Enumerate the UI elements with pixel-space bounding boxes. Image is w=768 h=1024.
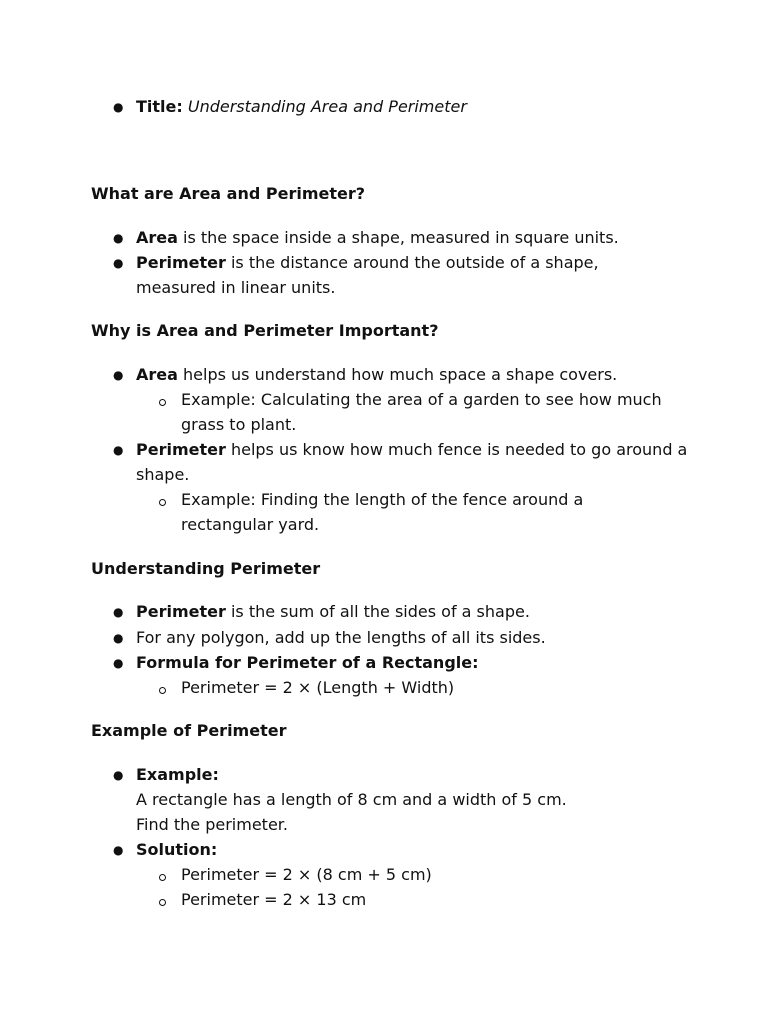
title-label: Title: — [136, 97, 183, 116]
list-item: Perimeter helps us know how much fence is needed to go around a — [136, 440, 688, 459]
list-item — [136, 765, 219, 785]
formula-text: Perimeter = 2 × (Length + Width) — [181, 678, 455, 697]
term-perimeter: Perimeter — [136, 440, 226, 459]
list-item: For any polygon, add up the lengths of all its sides. — [136, 628, 546, 647]
list-item — [136, 653, 479, 673]
bullet-icon: ● — [113, 605, 124, 619]
term-area: Area — [136, 365, 178, 384]
list-item: Perimeter is the distance around the outside of a shape, — [136, 253, 599, 272]
list-item: Perimeter is the sum of all the sides of a shape. — [136, 602, 530, 621]
heading-understanding: Understanding Perimeter — [91, 559, 321, 578]
heading-what: What are Area and Perimeter? — [91, 184, 366, 203]
solution-label: Solution: — [136, 840, 218, 859]
example-label: Example: — [136, 765, 219, 784]
sub-list-item-continuation: rectangular yard. — [181, 515, 320, 534]
list-item: Area is the space inside a shape, measured in square units. — [136, 228, 619, 247]
list-item — [136, 840, 217, 860]
list-item-continuation: shape. — [136, 465, 190, 484]
sub-list-item-continuation: grass to plant. — [181, 415, 297, 434]
bullet-icon: ● — [113, 843, 124, 857]
sub-bullet-icon — [159, 499, 166, 506]
heading-why: Why is Area and Perimeter Important? — [91, 321, 439, 340]
example-text: A rectangle has a length of 8 cm and a width of 5 cm. — [136, 790, 567, 809]
list-item-continuation: measured in linear units. — [136, 278, 336, 297]
title-value: Understanding Area and Perimeter — [187, 97, 467, 116]
title-item — [136, 97, 467, 117]
bullet-icon: ● — [113, 100, 124, 114]
bullet-icon: ● — [113, 768, 124, 782]
list-item: Area helps us understand how much space a shape covers. — [136, 365, 618, 384]
solution-step: Perimeter = 2 × 13 cm — [181, 890, 367, 909]
bullet-icon: ● — [113, 443, 124, 457]
bullet-icon: ● — [113, 256, 124, 270]
term-area: Area — [136, 228, 178, 247]
bullet-icon: ● — [113, 368, 124, 382]
sub-list-item: Example: Finding the length of the fence around a — [181, 490, 584, 509]
sub-bullet-icon — [159, 687, 166, 694]
sub-list-item: Example: Calculating the area of a garden to see how much — [181, 390, 662, 409]
bullet-icon: ● — [113, 631, 124, 645]
bullet-icon: ● — [113, 231, 124, 245]
sub-bullet-icon — [159, 874, 166, 881]
formula-label: Formula for Perimeter of a Rectangle: — [136, 653, 479, 672]
solution-step: Perimeter = 2 × (8 cm + 5 cm) — [181, 865, 432, 884]
sub-bullet-icon — [159, 399, 166, 406]
term-perimeter: Perimeter — [136, 253, 226, 272]
sub-bullet-icon — [159, 899, 166, 906]
example-text: Find the perimeter. — [136, 815, 288, 834]
bullet-icon: ● — [113, 656, 124, 670]
term-perimeter: Perimeter — [136, 602, 226, 621]
heading-example: Example of Perimeter — [91, 721, 287, 740]
